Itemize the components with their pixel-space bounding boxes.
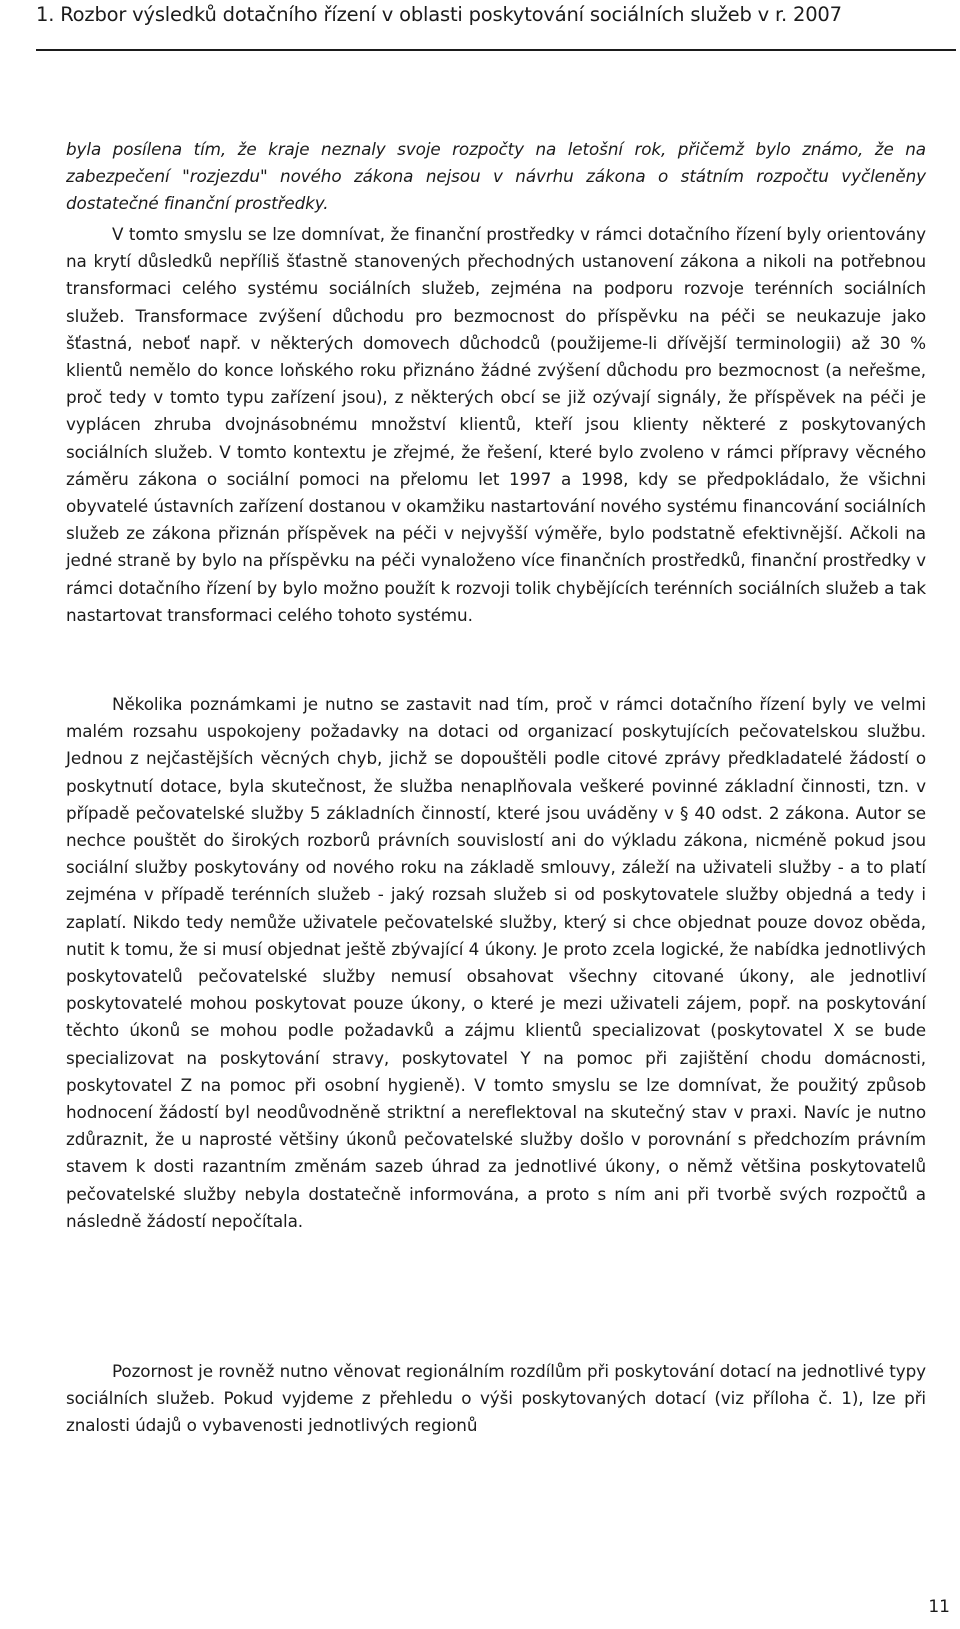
paragraph-4: Pozornost je rovněž nutno věnovat regionálním rozdílům při poskytování dotací na jednotlivé typy sociálních služeb. Pokud vyjdeme z přehledu o výši poskytovaných dotací (viz příloha č. 1), lze při znalosti údajů o vybavenosti jednotlivých regionů — [66, 1361, 926, 1436]
paragraph-2: V tomto smyslu se lze domnívat, že finanční prostředky v rámci dotačního řízení byly orientovány na krytí důsledků nepříliš šťastně stanovených přechodných ustanovení zákona a nikoli na potřebnou transformaci celého systému sociálních služeb, zejména na podporu rozvoje terénních sociálních služeb. Transformace zvýšení důchodu pro bezmocnost do příspěvku na péči se neukazuje jako šťastná, neboť např. v některých domovech důchodců (použijeme-li dřívější terminologii) až 30 % klientů nemělo do konce loňského roku přiznáno žádné zvýšení důchodu pro bezmocnost (a neřešme, proč tedy v tomto typu zařízení jsou), z některých obcí se již ozývají signály, že příspěvek na péči je vyplácen zhruba dvojnásobnému množství klientů, kteří jsou klienty některé z poskytovaných sociálních služeb. V tomto kontextu je zřejmé, že řešení, které bylo zvoleno v rámci přípravy věcného záměru zákona o sociální pomoci na přelomu let 1997 a 1998, kdy se předpokládalo, že všichni obyvatelé ústavních zařízení dostanou v okamžiku nastartování nového systému financování sociálních služeb ze zákona přiznán příspěvek na péči v nejvyšší výměře, bylo podstatně efektivnější. Ačkoli na jedné straně by bylo na příspěvku na péči vynaloženo více finančních prostředků, finanční prostředky v rámci dotačního řízení by bylo možno použít k rozvoji tolik chybějících terénních sociálních služeb a tak nastartovat transformaci celého tohoto systému. — [66, 224, 926, 625]
paragraph-1: byla posílena tím, že kraje neznaly svoje rozpočty na letošní rok, přičemž bylo známo, že na zabezpečení "rozjezdu" nového zákona nejsou v návrhu zákona o státním rozpočtu vyčleněny dostatečné finanční prostředky. — [66, 139, 926, 214]
paragraph-1-block — [66, 136, 926, 218]
running-header — [36, 3, 956, 51]
paragraph-4-block — [66, 1358, 926, 1440]
running-header-title: 1. Rozbor výsledků dotačního řízení v oblasti poskytování sociálních služeb v r. 2007 — [36, 3, 842, 26]
paragraph-2-block — [66, 221, 926, 629]
paragraph-3: Několika poznámkami je nutno se zastavit nad tím, proč v rámci dotačního řízení byly ve velmi malém rozsahu uspokojeny požadavky na dotaci od organizací poskytujících pečovatelskou službu. Jednou z nejčastějších věcných chyb, jichž se dopouštěli podle citové zprávy předkladatelé žádostí o poskytnutí dotace, byla skutečnost, že služba nenaplňovala veškeré povinné základní činnosti, tzn. v případě pečovatelské služby 5 základních činností, které jsou uváděny v § 40 odst. 2 zákona. Autor se nechce pouštět do širokých rozborů právních souvislostí ani do výkladu zákona, nicméně pokud jsou sociální služby poskytovány od nového roku na základě smlouvy, záleží na uživateli služby - a to platí zejména v případě terénních služeb - jaký rozsah služeb si od poskytovatele služby objedná a tedy i zaplatí. Nikdo tedy nemůže uživatele pečovatelské služby, který si chce objednat pouze dovoz oběda, nutit k tomu, že si musí objednat ještě zbývající 4 úkony. Je proto zcela logické, že nabídka jednotlivých poskytovatelů pečovatelské služby nemusí obsahovat všechny citované úkony, ale jednotliví poskytovatelé mohou poskytovat pouze úkony, o které je mezi uživateli zájem, popř. na poskytování těchto úkonů se mohou podle požadavků a zájmu klientů specializovat (poskytovatel X se bude specializovat na poskytování stravy, poskytovatel Y na pomoc při zajištění chodu domácnosti, poskytovatel Z na pomoc při osobní hygieně). V tomto smyslu se lze domnívat, že použitý způsob hodnocení žádostí byl neodůvodněně striktní a nereflektoval na skutečný stav v praxi. Navíc je nutno zdůraznit, že u naprosté většiny úkonů pečovatelské služby došlo v porovnání s předchozím právním stavem k dosti razantním změnám sazeb úhrad za jednotlivé úkony, o němž většina poskytovatelů pečovatelské služby nebyla dostatečně informována, a proto s ním ani při tvorbě svých rozpočtů a následně žádostí nepočítala. — [66, 694, 926, 1231]
paragraph-3-block — [66, 691, 926, 1235]
page-number: 11 — [928, 1597, 950, 1617]
